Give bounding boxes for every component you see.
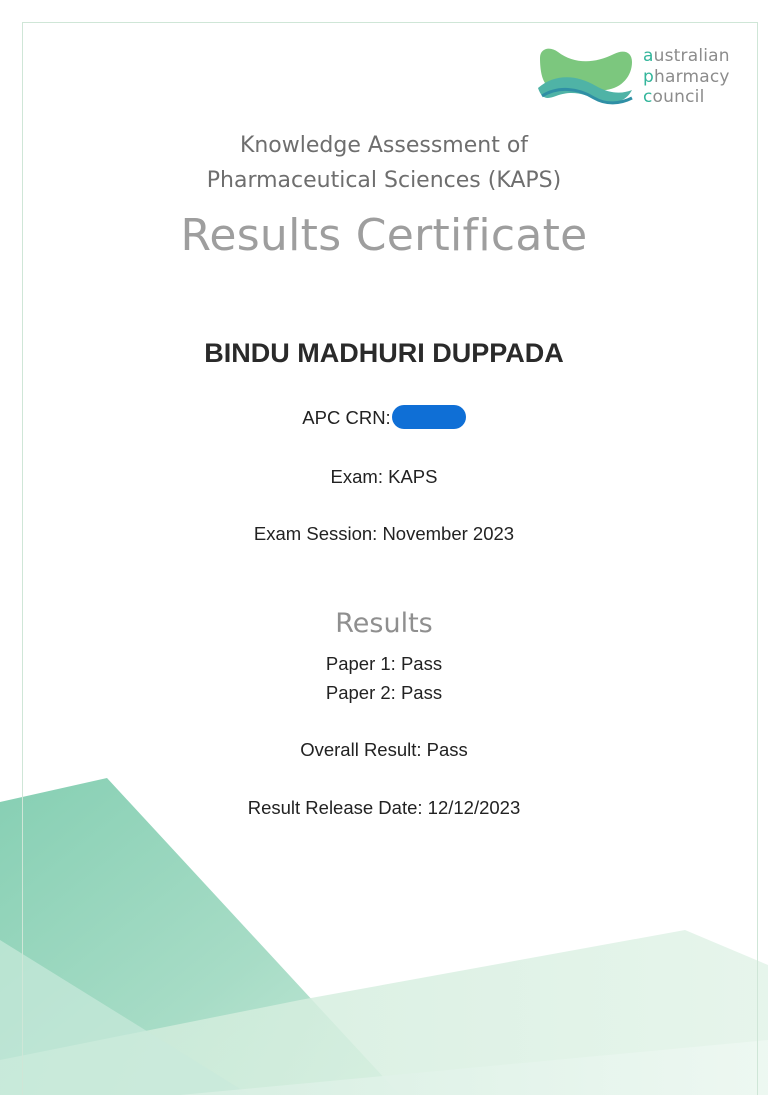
page-title: Results Certificate (180, 210, 588, 261)
logo-initial-a: a (643, 46, 654, 66)
exam-field: Exam: KAPS (330, 466, 438, 487)
crn-redaction (392, 405, 466, 429)
paper-2-result: Paper 2: Pass (325, 682, 443, 703)
results-heading: Results (335, 608, 433, 639)
crn-label: APC CRN: (302, 407, 391, 428)
apc-logo-text (643, 46, 730, 108)
logo-word-pharmacy: harmacy (654, 66, 730, 87)
subtitle-line-2: Pharmaceutical Sciences (KAPS) (206, 168, 562, 193)
release-date: Result Release Date: 12/12/2023 (247, 797, 521, 818)
paper-1-result: Paper 1: Pass (325, 653, 443, 674)
subtitle-line-1: Knowledge Assessment of (239, 133, 529, 158)
logo-initial-p: p (643, 66, 654, 87)
exam-subtitle (0, 128, 768, 198)
logo-word-australian: ustralian (653, 46, 730, 66)
crn-row (0, 405, 768, 429)
exam-session-field: Exam Session: November 2023 (253, 523, 515, 544)
logo-word-council: ouncil (652, 87, 705, 107)
logo-initial-c: c (643, 87, 653, 107)
candidate-name: BINDU MADHURI DUPPADA (204, 338, 564, 368)
overall-result: Overall Result: Pass (300, 739, 468, 760)
